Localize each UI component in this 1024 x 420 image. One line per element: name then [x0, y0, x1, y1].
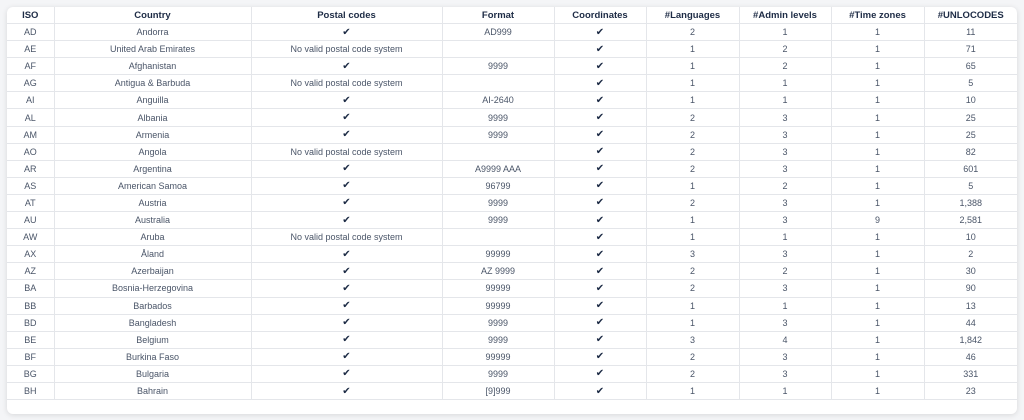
cell-format: 9999 [442, 365, 554, 382]
cell-unlocodes: 65 [924, 58, 1017, 75]
cell-admin-levels: 3 [739, 143, 831, 160]
cell-country: American Samoa [54, 177, 251, 194]
check-icon: ✔ [342, 317, 351, 329]
table-row[interactable] [7, 297, 1017, 314]
cell-country: United Arab Emirates [54, 41, 251, 58]
cell-iso: BG [7, 365, 54, 382]
cell-iso: AX [7, 246, 54, 263]
cell-admin-levels: 1 [739, 92, 831, 109]
cell-time-zones: 1 [831, 348, 924, 365]
check-icon: ✔ [595, 112, 605, 124]
cell-time-zones: 1 [831, 24, 924, 41]
cell-postal-codes [251, 280, 442, 297]
table-row[interactable] [7, 177, 1017, 194]
cell-postal-codes [251, 331, 442, 348]
cell-postal-codes [251, 160, 442, 177]
cell-languages: 2 [646, 365, 739, 382]
check-icon: ✔ [595, 60, 605, 72]
cell-country: Belgium [54, 331, 251, 348]
cell-unlocodes: 82 [924, 143, 1017, 160]
cell-postal-codes: No valid postal code system [251, 143, 442, 160]
cell-admin-levels: 3 [739, 246, 831, 263]
cell-unlocodes: 2,581 [924, 212, 1017, 229]
table-row[interactable] [7, 246, 1017, 263]
cell-coordinates [554, 365, 646, 382]
check-icon: ✔ [595, 282, 605, 294]
cell-languages: 3 [646, 331, 739, 348]
cell-coordinates [554, 75, 646, 92]
cell-languages: 1 [646, 382, 739, 399]
cell-admin-levels: 1 [739, 24, 831, 41]
table-row[interactable] [7, 109, 1017, 126]
table-row[interactable] [7, 24, 1017, 41]
cell-unlocodes: 25 [924, 109, 1017, 126]
cell-postal-codes [251, 263, 442, 280]
cell-languages: 1 [646, 41, 739, 58]
cell-languages: 1 [646, 212, 739, 229]
cell-languages: 2 [646, 263, 739, 280]
cell-coordinates [554, 382, 646, 399]
cell-country: Azerbaijan [54, 263, 251, 280]
cell-languages: 1 [646, 314, 739, 331]
cell-country: Anguilla [54, 92, 251, 109]
table-row[interactable] [7, 160, 1017, 177]
check-icon: ✔ [595, 265, 605, 277]
cell-coordinates [554, 194, 646, 211]
cell-country: Åland [54, 246, 251, 263]
cell-format: AD999 [442, 24, 554, 41]
check-icon: ✔ [595, 385, 605, 397]
cell-format: 99999 [442, 280, 554, 297]
check-icon: ✔ [595, 77, 605, 89]
cell-languages: 2 [646, 24, 739, 41]
cell-coordinates [554, 160, 646, 177]
cell-languages: 2 [646, 280, 739, 297]
cell-time-zones: 1 [831, 365, 924, 382]
cell-admin-levels: 3 [739, 280, 831, 297]
cell-country: Bahrain [54, 382, 251, 399]
cell-iso: AF [7, 58, 54, 75]
cell-format: 9999 [442, 331, 554, 348]
cell-postal-codes [251, 348, 442, 365]
cell-unlocodes: 44 [924, 314, 1017, 331]
cell-coordinates [554, 212, 646, 229]
cell-postal-codes [251, 314, 442, 331]
cell-format: AZ 9999 [442, 263, 554, 280]
check-icon: ✔ [595, 26, 605, 38]
cell-postal-codes: No valid postal code system [251, 75, 442, 92]
cell-unlocodes: 46 [924, 348, 1017, 365]
check-icon: ✔ [342, 248, 351, 260]
cell-languages: 1 [646, 229, 739, 246]
cell-admin-levels: 1 [739, 382, 831, 399]
cell-format [442, 143, 554, 160]
check-icon: ✔ [342, 180, 351, 192]
check-icon: ✔ [342, 300, 351, 312]
cell-unlocodes: 601 [924, 160, 1017, 177]
cell-unlocodes: 10 [924, 92, 1017, 109]
cell-time-zones: 1 [831, 58, 924, 75]
check-icon: ✔ [595, 214, 605, 226]
cell-unlocodes: 5 [924, 177, 1017, 194]
cell-country: Burkina Faso [54, 348, 251, 365]
cell-time-zones: 1 [831, 331, 924, 348]
cell-time-zones: 1 [831, 297, 924, 314]
check-icon: ✔ [595, 163, 605, 175]
cell-languages: 2 [646, 194, 739, 211]
cell-time-zones: 9 [831, 212, 924, 229]
cell-postal-codes: No valid postal code system [251, 41, 442, 58]
cell-format: 9999 [442, 212, 554, 229]
cell-unlocodes: 331 [924, 365, 1017, 382]
cell-admin-levels: 3 [739, 126, 831, 143]
cell-coordinates [554, 92, 646, 109]
table-row[interactable] [7, 41, 1017, 58]
table-row[interactable] [7, 92, 1017, 109]
cell-format: 9999 [442, 126, 554, 143]
cell-languages: 2 [646, 143, 739, 160]
cell-postal-codes [251, 109, 442, 126]
cell-iso: AW [7, 229, 54, 246]
cell-coordinates [554, 297, 646, 314]
cell-country: Aruba [54, 229, 251, 246]
table-row[interactable] [7, 143, 1017, 160]
cell-coordinates [554, 24, 646, 41]
table-row[interactable] [7, 212, 1017, 229]
cell-iso: AS [7, 177, 54, 194]
cell-iso: AR [7, 160, 54, 177]
countries-table [7, 7, 1017, 400]
table-row[interactable] [7, 348, 1017, 365]
cell-country: Barbados [54, 297, 251, 314]
cell-admin-levels: 3 [739, 348, 831, 365]
cell-time-zones: 1 [831, 41, 924, 58]
cell-format: [9]999 [442, 382, 554, 399]
column-header-country[interactable]: Country [54, 7, 251, 24]
check-icon: ✔ [595, 180, 605, 192]
cell-time-zones: 1 [831, 109, 924, 126]
cell-country: Bosnia-Herzegovina [54, 280, 251, 297]
cell-admin-levels: 3 [739, 194, 831, 211]
check-icon: ✔ [342, 265, 351, 277]
cell-country: Armenia [54, 126, 251, 143]
table-row[interactable] [7, 280, 1017, 297]
cell-coordinates [554, 263, 646, 280]
cell-country: Argentina [54, 160, 251, 177]
column-header-format[interactable]: Format [442, 7, 554, 24]
cell-admin-levels: 1 [739, 75, 831, 92]
table-header-row [7, 7, 1017, 24]
column-header-coordinates[interactable]: Coordinates [554, 7, 646, 24]
cell-time-zones: 1 [831, 126, 924, 143]
cell-time-zones: 1 [831, 263, 924, 280]
cell-time-zones: 1 [831, 314, 924, 331]
cell-iso: AU [7, 212, 54, 229]
cell-admin-levels: 3 [739, 314, 831, 331]
cell-postal-codes [251, 92, 442, 109]
table-row[interactable] [7, 75, 1017, 92]
cell-coordinates [554, 143, 646, 160]
cell-admin-levels: 1 [739, 297, 831, 314]
cell-time-zones: 1 [831, 229, 924, 246]
check-icon: ✔ [595, 317, 605, 329]
cell-iso: AT [7, 194, 54, 211]
cell-iso: BD [7, 314, 54, 331]
cell-unlocodes: 5 [924, 75, 1017, 92]
cell-country: Antigua & Barbuda [54, 75, 251, 92]
column-header-unlocodes[interactable]: #UNLOCODES [924, 7, 1017, 24]
cell-country: Bulgaria [54, 365, 251, 382]
cell-admin-levels: 3 [739, 212, 831, 229]
cell-coordinates [554, 314, 646, 331]
check-icon: ✔ [595, 231, 605, 243]
cell-format: AI-2640 [442, 92, 554, 109]
cell-country: Andorra [54, 24, 251, 41]
cell-postal-codes [251, 212, 442, 229]
check-icon: ✔ [342, 197, 351, 209]
cell-country: Albania [54, 109, 251, 126]
cell-languages: 2 [646, 109, 739, 126]
cell-coordinates [554, 348, 646, 365]
cell-postal-codes [251, 194, 442, 211]
table-row[interactable] [7, 126, 1017, 143]
cell-unlocodes: 1,842 [924, 331, 1017, 348]
cell-time-zones: 1 [831, 177, 924, 194]
cell-unlocodes: 10 [924, 229, 1017, 246]
cell-languages: 1 [646, 297, 739, 314]
check-icon: ✔ [342, 368, 351, 380]
cell-admin-levels: 2 [739, 58, 831, 75]
check-icon: ✔ [595, 94, 605, 106]
cell-format: 99999 [442, 348, 554, 365]
table-row[interactable] [7, 314, 1017, 331]
countries-table-card [7, 7, 1017, 414]
cell-time-zones: 1 [831, 194, 924, 211]
check-icon: ✔ [342, 334, 351, 346]
cell-coordinates [554, 109, 646, 126]
cell-admin-levels: 3 [739, 160, 831, 177]
column-header-postal-codes[interactable]: Postal codes [251, 7, 442, 24]
cell-coordinates [554, 177, 646, 194]
cell-iso: BE [7, 331, 54, 348]
cell-iso: AZ [7, 263, 54, 280]
cell-unlocodes: 13 [924, 297, 1017, 314]
check-icon: ✔ [595, 368, 605, 380]
cell-iso: AI [7, 92, 54, 109]
cell-postal-codes [251, 24, 442, 41]
table-row[interactable] [7, 229, 1017, 246]
check-icon: ✔ [595, 146, 605, 158]
cell-time-zones: 1 [831, 382, 924, 399]
cell-format: A9999 AAA [442, 160, 554, 177]
column-header-admin-levels[interactable]: #Admin levels [739, 7, 831, 24]
cell-format: 9999 [442, 194, 554, 211]
cell-country: Afghanistan [54, 58, 251, 75]
check-icon: ✔ [342, 94, 351, 106]
cell-admin-levels: 3 [739, 365, 831, 382]
check-icon: ✔ [342, 385, 351, 397]
cell-iso: AD [7, 24, 54, 41]
cell-format: 9999 [442, 314, 554, 331]
cell-time-zones: 1 [831, 280, 924, 297]
check-icon: ✔ [595, 129, 605, 141]
check-icon: ✔ [595, 334, 605, 346]
cell-iso: BA [7, 280, 54, 297]
check-icon: ✔ [342, 282, 351, 294]
check-icon: ✔ [595, 197, 605, 209]
cell-iso: AM [7, 126, 54, 143]
cell-postal-codes [251, 297, 442, 314]
cell-coordinates [554, 331, 646, 348]
cell-format: 99999 [442, 297, 554, 314]
cell-time-zones: 1 [831, 246, 924, 263]
cell-postal-codes [251, 126, 442, 143]
cell-format: 99999 [442, 246, 554, 263]
cell-country: Austria [54, 194, 251, 211]
table-row[interactable] [7, 365, 1017, 382]
cell-languages: 3 [646, 246, 739, 263]
check-icon: ✔ [342, 163, 351, 175]
cell-unlocodes: 25 [924, 126, 1017, 143]
cell-time-zones: 1 [831, 75, 924, 92]
table-row[interactable] [7, 58, 1017, 75]
cell-admin-levels: 2 [739, 177, 831, 194]
cell-unlocodes: 30 [924, 263, 1017, 280]
cell-coordinates [554, 58, 646, 75]
check-icon: ✔ [342, 26, 351, 38]
cell-format: 9999 [442, 109, 554, 126]
cell-time-zones: 1 [831, 92, 924, 109]
cell-postal-codes [251, 365, 442, 382]
cell-languages: 1 [646, 92, 739, 109]
cell-languages: 1 [646, 75, 739, 92]
column-header-iso[interactable]: ISO [7, 7, 54, 24]
cell-format [442, 75, 554, 92]
cell-postal-codes [251, 177, 442, 194]
cell-coordinates [554, 126, 646, 143]
table-row[interactable] [7, 194, 1017, 211]
cell-format [442, 229, 554, 246]
cell-unlocodes: 2 [924, 246, 1017, 263]
cell-coordinates [554, 246, 646, 263]
cell-admin-levels: 4 [739, 331, 831, 348]
cell-iso: AO [7, 143, 54, 160]
cell-country: Bangladesh [54, 314, 251, 331]
column-header-languages[interactable]: #Languages [646, 7, 739, 24]
cell-time-zones: 1 [831, 143, 924, 160]
cell-coordinates [554, 41, 646, 58]
cell-unlocodes: 1,388 [924, 194, 1017, 211]
cell-format: 9999 [442, 58, 554, 75]
table-row[interactable] [7, 382, 1017, 399]
cell-country: Australia [54, 212, 251, 229]
cell-country: Angola [54, 143, 251, 160]
cell-postal-codes [251, 58, 442, 75]
cell-coordinates [554, 280, 646, 297]
check-icon: ✔ [595, 248, 605, 260]
check-icon: ✔ [595, 43, 605, 55]
column-header-time-zones[interactable]: #Time zones [831, 7, 924, 24]
cell-postal-codes [251, 246, 442, 263]
cell-format [442, 41, 554, 58]
cell-admin-levels: 3 [739, 109, 831, 126]
check-icon: ✔ [342, 214, 351, 226]
cell-unlocodes: 71 [924, 41, 1017, 58]
check-icon: ✔ [342, 351, 351, 363]
cell-languages: 2 [646, 126, 739, 143]
cell-unlocodes: 23 [924, 382, 1017, 399]
cell-languages: 1 [646, 177, 739, 194]
check-icon: ✔ [595, 300, 605, 312]
cell-iso: AE [7, 41, 54, 58]
cell-iso: BB [7, 297, 54, 314]
cell-iso: BF [7, 348, 54, 365]
cell-format: 96799 [442, 177, 554, 194]
cell-admin-levels: 2 [739, 41, 831, 58]
check-icon: ✔ [342, 129, 351, 141]
cell-iso: AG [7, 75, 54, 92]
cell-languages: 2 [646, 348, 739, 365]
check-icon: ✔ [342, 112, 351, 124]
cell-languages: 2 [646, 160, 739, 177]
cell-time-zones: 1 [831, 160, 924, 177]
cell-postal-codes [251, 382, 442, 399]
check-icon: ✔ [595, 351, 605, 363]
table-row[interactable] [7, 331, 1017, 348]
cell-coordinates [554, 229, 646, 246]
cell-iso: AL [7, 109, 54, 126]
table-row[interactable] [7, 263, 1017, 280]
cell-admin-levels: 2 [739, 263, 831, 280]
check-icon: ✔ [342, 60, 351, 72]
cell-languages: 1 [646, 58, 739, 75]
cell-unlocodes: 11 [924, 24, 1017, 41]
cell-admin-levels: 1 [739, 229, 831, 246]
cell-postal-codes: No valid postal code system [251, 229, 442, 246]
cell-iso: BH [7, 382, 54, 399]
cell-unlocodes: 90 [924, 280, 1017, 297]
